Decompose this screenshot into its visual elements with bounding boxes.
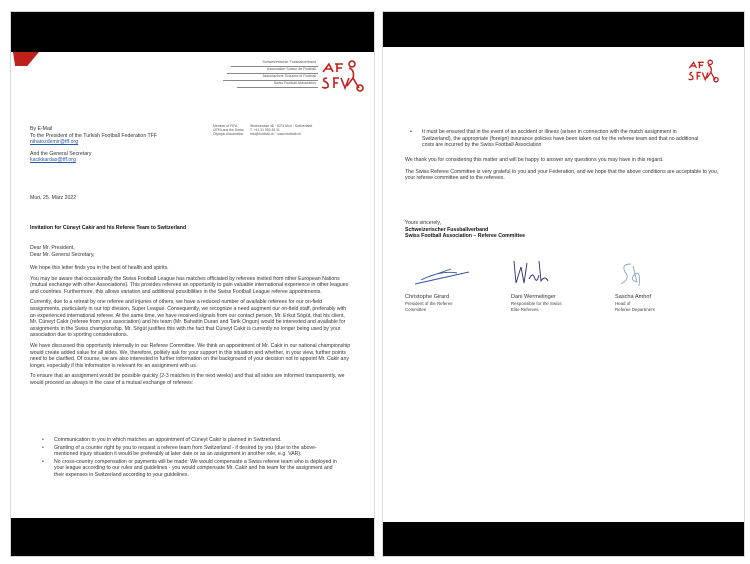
meta-membership-line: UEFA and the Swiss xyxy=(213,128,244,133)
recipient-email-secretary[interactable]: kacikkardas@tff.org xyxy=(30,157,76,164)
list-item: • It must be ensured that in the event of an accident or illness (arisen in connection with the match assignment in Switzerland), the appropriate (foreign) insurance policies have been taken out for the referee team and that no additional costs are incurred by the Swiss Football Association xyxy=(407,129,707,149)
closing-block xyxy=(405,220,705,240)
closing-org-en: Swiss Football Association – Referee Committee xyxy=(405,233,526,240)
signatory-role: Elite Referees xyxy=(511,307,539,312)
conditions-list xyxy=(39,437,339,480)
letter-page-1 xyxy=(10,11,375,557)
letterhead-red-stripe xyxy=(13,52,39,66)
signatory-role: Committee xyxy=(405,307,427,312)
paragraph: Currently, due to a retreat by one referee and injuries of others, we have a reduced number of available referees for our on-field assignments, particularly in our top division, Super League. Consequently, we recognize a need augment our on-field staff, preferably with an experienced international referee. At the same time, we have received signals from our contact person, Mr. Erkut Sögüt, that his client, Mr. Cüneyt Cakir (referee from your association) and his team (Mr. Bahattin Duran and Tarik Ongun) would be interested and available for assignments in the Swiss championship. Mr. Sögüt justifies this with the fact that Cüneyt Cakir is currently no longer being used by your association due to sporting considerations. xyxy=(30,299,347,339)
signatory xyxy=(615,294,655,313)
meta-phone: T. +41 31 950 81 11 xyxy=(250,128,280,133)
letterhead-contact xyxy=(250,124,312,137)
conditions-list-continued xyxy=(407,129,707,150)
list-item: • No cross-country compensation or payments will be made: We would compensate a Swiss referee team who is deployed in your league according to our rules and guidelines - you would compensate Mr. Cakir and his team for the assignment and their expenses in Switzerland according to your guidelines. xyxy=(39,459,339,479)
letter-body xyxy=(30,265,352,387)
signatory xyxy=(405,294,453,313)
meta-web: info@football.ch · www.football.ch xyxy=(250,132,301,137)
signatory-name: Christophe Girard xyxy=(405,294,450,300)
redaction-bar-top xyxy=(383,12,744,47)
sfv-logo-icon xyxy=(686,58,720,84)
paragraph: We hope this letter finds you in the best of health and spirits. xyxy=(30,265,169,271)
recipient-secretary: And the General Secretary xyxy=(30,150,92,157)
paragraph: You may be aware that occasionally the Swiss Football League has matches officiated by referees invited from other European Nations (mutual exchange with other Associations). This provides referees an opportunity to gain valuable international experience in other leagues and countries. Furthermore, this allows variation and additional possibilities in the Swiss Football League referee appointments. xyxy=(30,275,349,295)
valediction: Yours sincerely, xyxy=(405,220,442,226)
signatory-role: Referee Department xyxy=(615,307,655,312)
signature-girard-icon xyxy=(411,264,473,288)
signature-amhof-icon xyxy=(615,260,645,288)
closing-body xyxy=(405,157,725,182)
list-item: • Granting of a counter right by you to request a referee team from Switzerland - if desired by you (due to the above-mentioned injury situation it would be preferably at later date or as an assignment in another role, e.g. VAR). xyxy=(39,445,339,458)
recipient-president: To the President of the Turkish Football Federation TFF xyxy=(30,132,158,139)
recipient-email-president[interactable]: nihatozdemir@tff.org xyxy=(30,139,79,146)
closing-org-de: Schweizerischer Fussballverband xyxy=(405,226,489,233)
sfv-logo-icon xyxy=(319,58,365,94)
org-name-en: Swiss Football Association xyxy=(237,81,318,88)
signatory xyxy=(511,294,562,313)
signatory-name: Sascha Amhof xyxy=(615,294,652,300)
signature-wermelinger-icon xyxy=(511,257,551,287)
org-name-it: Associazione Svizzera di Football xyxy=(223,74,318,81)
redaction-bar-bottom xyxy=(383,522,744,557)
signatory-role: Head of xyxy=(615,301,631,306)
salutation-line: Dear Mr. General Secretary, xyxy=(30,251,95,258)
recipient-block xyxy=(30,126,220,164)
list-item: • Communication to you in which matches an appointment of Cüneyt Cakir is planned in Switzerland. xyxy=(39,437,339,444)
org-name-de: Schweizerischer Fussballverband xyxy=(231,60,318,67)
paragraph: To ensure that an assignment would be possible quickly (2-3 matches in the next weeks) and that all sides are informed transparently, we would proceed as always in the case of a mutual exchange of referees: xyxy=(30,373,345,386)
paragraph: We have discussed this opportunity internally in our Referee Committee. We think an appointment of Mr. Cakir in our national championship would create added value for all sides. We, therefore, politely ask for your support in this situation and whether, in your view, further points need to be clarified. Of course, we are also interested in further information on the background of your decision not to appoint Mr. Cakir any longer, especially if this information is relevant for an assignment with us. xyxy=(30,342,351,369)
letter-page-2 xyxy=(382,11,745,557)
redaction-bar-bottom xyxy=(11,518,374,557)
redaction-bar-top xyxy=(11,12,374,52)
signatory-role: President of the Referee xyxy=(405,301,453,306)
letterhead-org-names xyxy=(223,60,318,88)
salutation-line: Dear Mr. President, xyxy=(30,245,75,251)
meta-membership-line: Olympic Association xyxy=(213,132,244,137)
paragraph: The Swiss Referee Committee is very grateful to you and your Federation, and we hope that the above conditions are acceptable to you, your referee committee and to the referees. xyxy=(405,168,719,182)
paragraph: We thank you for considering this matter and will be happy to answer any questions you may have in this regard. xyxy=(405,157,664,163)
letter-date: Muri, 25. März 2022 xyxy=(30,195,77,201)
meta-membership-line: Member of FIFA, xyxy=(213,124,239,128)
delivery-method: By E-Mail xyxy=(30,126,53,132)
signatory-name: Dani Wermelinger xyxy=(511,294,556,300)
meta-address: Worbstrasse 48 · 3074 Muri · Switzerland xyxy=(250,124,313,128)
signatory-role: Responsible for the Swiss xyxy=(511,301,562,306)
letter-subject: Invitation for Cüneyt Cakir and his Referee Team to Switzerland xyxy=(30,225,187,231)
org-name-fr: Association Suisse de Football xyxy=(227,67,318,74)
salutation xyxy=(30,245,94,258)
